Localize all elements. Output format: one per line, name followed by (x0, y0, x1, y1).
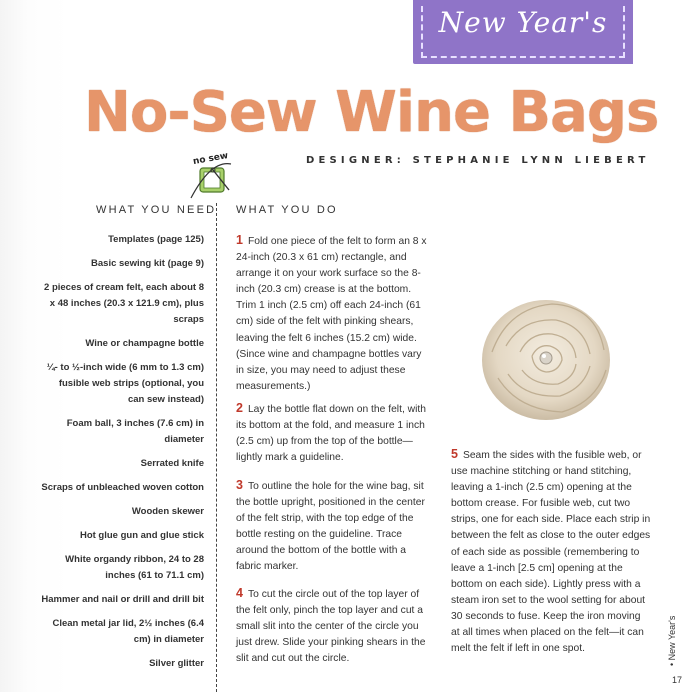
step-text: Fold one piece of the felt to form an 8 x 24-inch (20.3 x 61 cm) rectangle, and arrange it on your work surface so the 8-inch (20.3 cm) crease is at the bottom. Trim 1 inch (2.5 cm) off each 24-inch (61 cm) side of the felt with pinking shears, leaving the felt 6 inches (15.2 cm) wide. (Since wine and champagne bottles vary in size, you may need to adjust these measurements.) (236, 236, 427, 392)
material-item: Silver glitter (149, 658, 204, 669)
material-item: Foam ball, 3 inches (7.6 cm) in diameter (66, 418, 204, 445)
what-you-need-heading: WHAT YOU NEED (96, 204, 217, 216)
step-text: To cut the circle out of the top layer of the felt only, pinch the top layer and cut a small slit into the center of the circle you just drew. Slide your pinking shears in the slit and cut out the circle. (236, 589, 426, 665)
section-banner (413, 0, 633, 64)
section-footer-label: • New Year's (667, 615, 677, 666)
material-item: Hammer and nail or drill and drill bit (41, 594, 204, 605)
step-3 (236, 477, 432, 576)
step-number: 2 (236, 401, 243, 415)
material-item: 2 pieces of cream felt, each about 8 x 48 inches (20.3 x 121.9 cm), plus scraps (44, 282, 204, 325)
step-5 (451, 446, 651, 657)
banner-label: New Year's (438, 6, 608, 39)
material-item: Wooden skewer (131, 506, 204, 517)
step-1 (236, 232, 432, 395)
material-item: Clean metal jar lid, 2½ inches (6.4 cm) in diameter (52, 618, 204, 645)
step-2 (236, 400, 432, 466)
materials-list (40, 232, 204, 680)
material-item: Basic sewing kit (page 9) (91, 258, 204, 269)
material-item: Scraps of unbleached woven cotton (41, 482, 204, 493)
page-number: 17 (672, 675, 683, 685)
step-number: 1 (236, 233, 243, 247)
page-title: No-Sew Wine Bags (84, 80, 659, 145)
material-item: ¼- to ½-inch wide (6 mm to 1.3 cm) fusible web strips (optional, you can sew instead) (46, 362, 204, 405)
step-text: Seam the sides with the fusible web, or use machine stitching or hand stitching, leaving a 1-inch (2.5 cm) opening at the bottom crease. For fusible web, cut two strips, one for each side. Place each strip in between the felt as close to the outer edges of each side as possible (remembering to leave a 1-inch [2.5 cm] opening at the bottom on each side). Lightly press with a steam iron set to the wool setting for about 30 seconds to fuse. Keep the iron moving at all times when placed on the felt—it can melt the felt if left in one spot. (451, 450, 651, 655)
material-item: Serrated knife (140, 458, 204, 469)
step-4 (236, 585, 432, 667)
step-text: Lay the bottle flat down on the felt, with its bottom at the fold, and measure 1 inch (2.5 cm) up from the top of the bottle—lightly mark a guideline. (236, 404, 426, 464)
no-sew-badge-icon (183, 150, 239, 202)
column-divider (216, 203, 217, 692)
material-item: Hot glue gun and glue stick (79, 530, 204, 541)
material-item: Wine or champagne bottle (85, 338, 204, 349)
material-item: Templates (page 125) (108, 234, 204, 245)
felt-flower-photo (478, 292, 614, 424)
step-number: 4 (236, 586, 243, 600)
badge-label: no sew (192, 151, 230, 168)
material-item: White organdy ribbon, 24 to 28 inches (61 to 71.1 cm) (65, 554, 204, 581)
step-number: 5 (451, 447, 458, 461)
designer-credit: DESIGNER: STEPHANIE LYNN LIEBERT (306, 155, 650, 166)
what-you-do-heading: WHAT YOU DO (236, 204, 338, 216)
step-number: 3 (236, 478, 243, 492)
step-text: To outline the hole for the wine bag, sit the bottle upright, positioned in the center of the felt strip, with the top edge of the bottle resting on the guideline. Trace around the bottom of the bottle with a fabric marker. (236, 481, 425, 573)
